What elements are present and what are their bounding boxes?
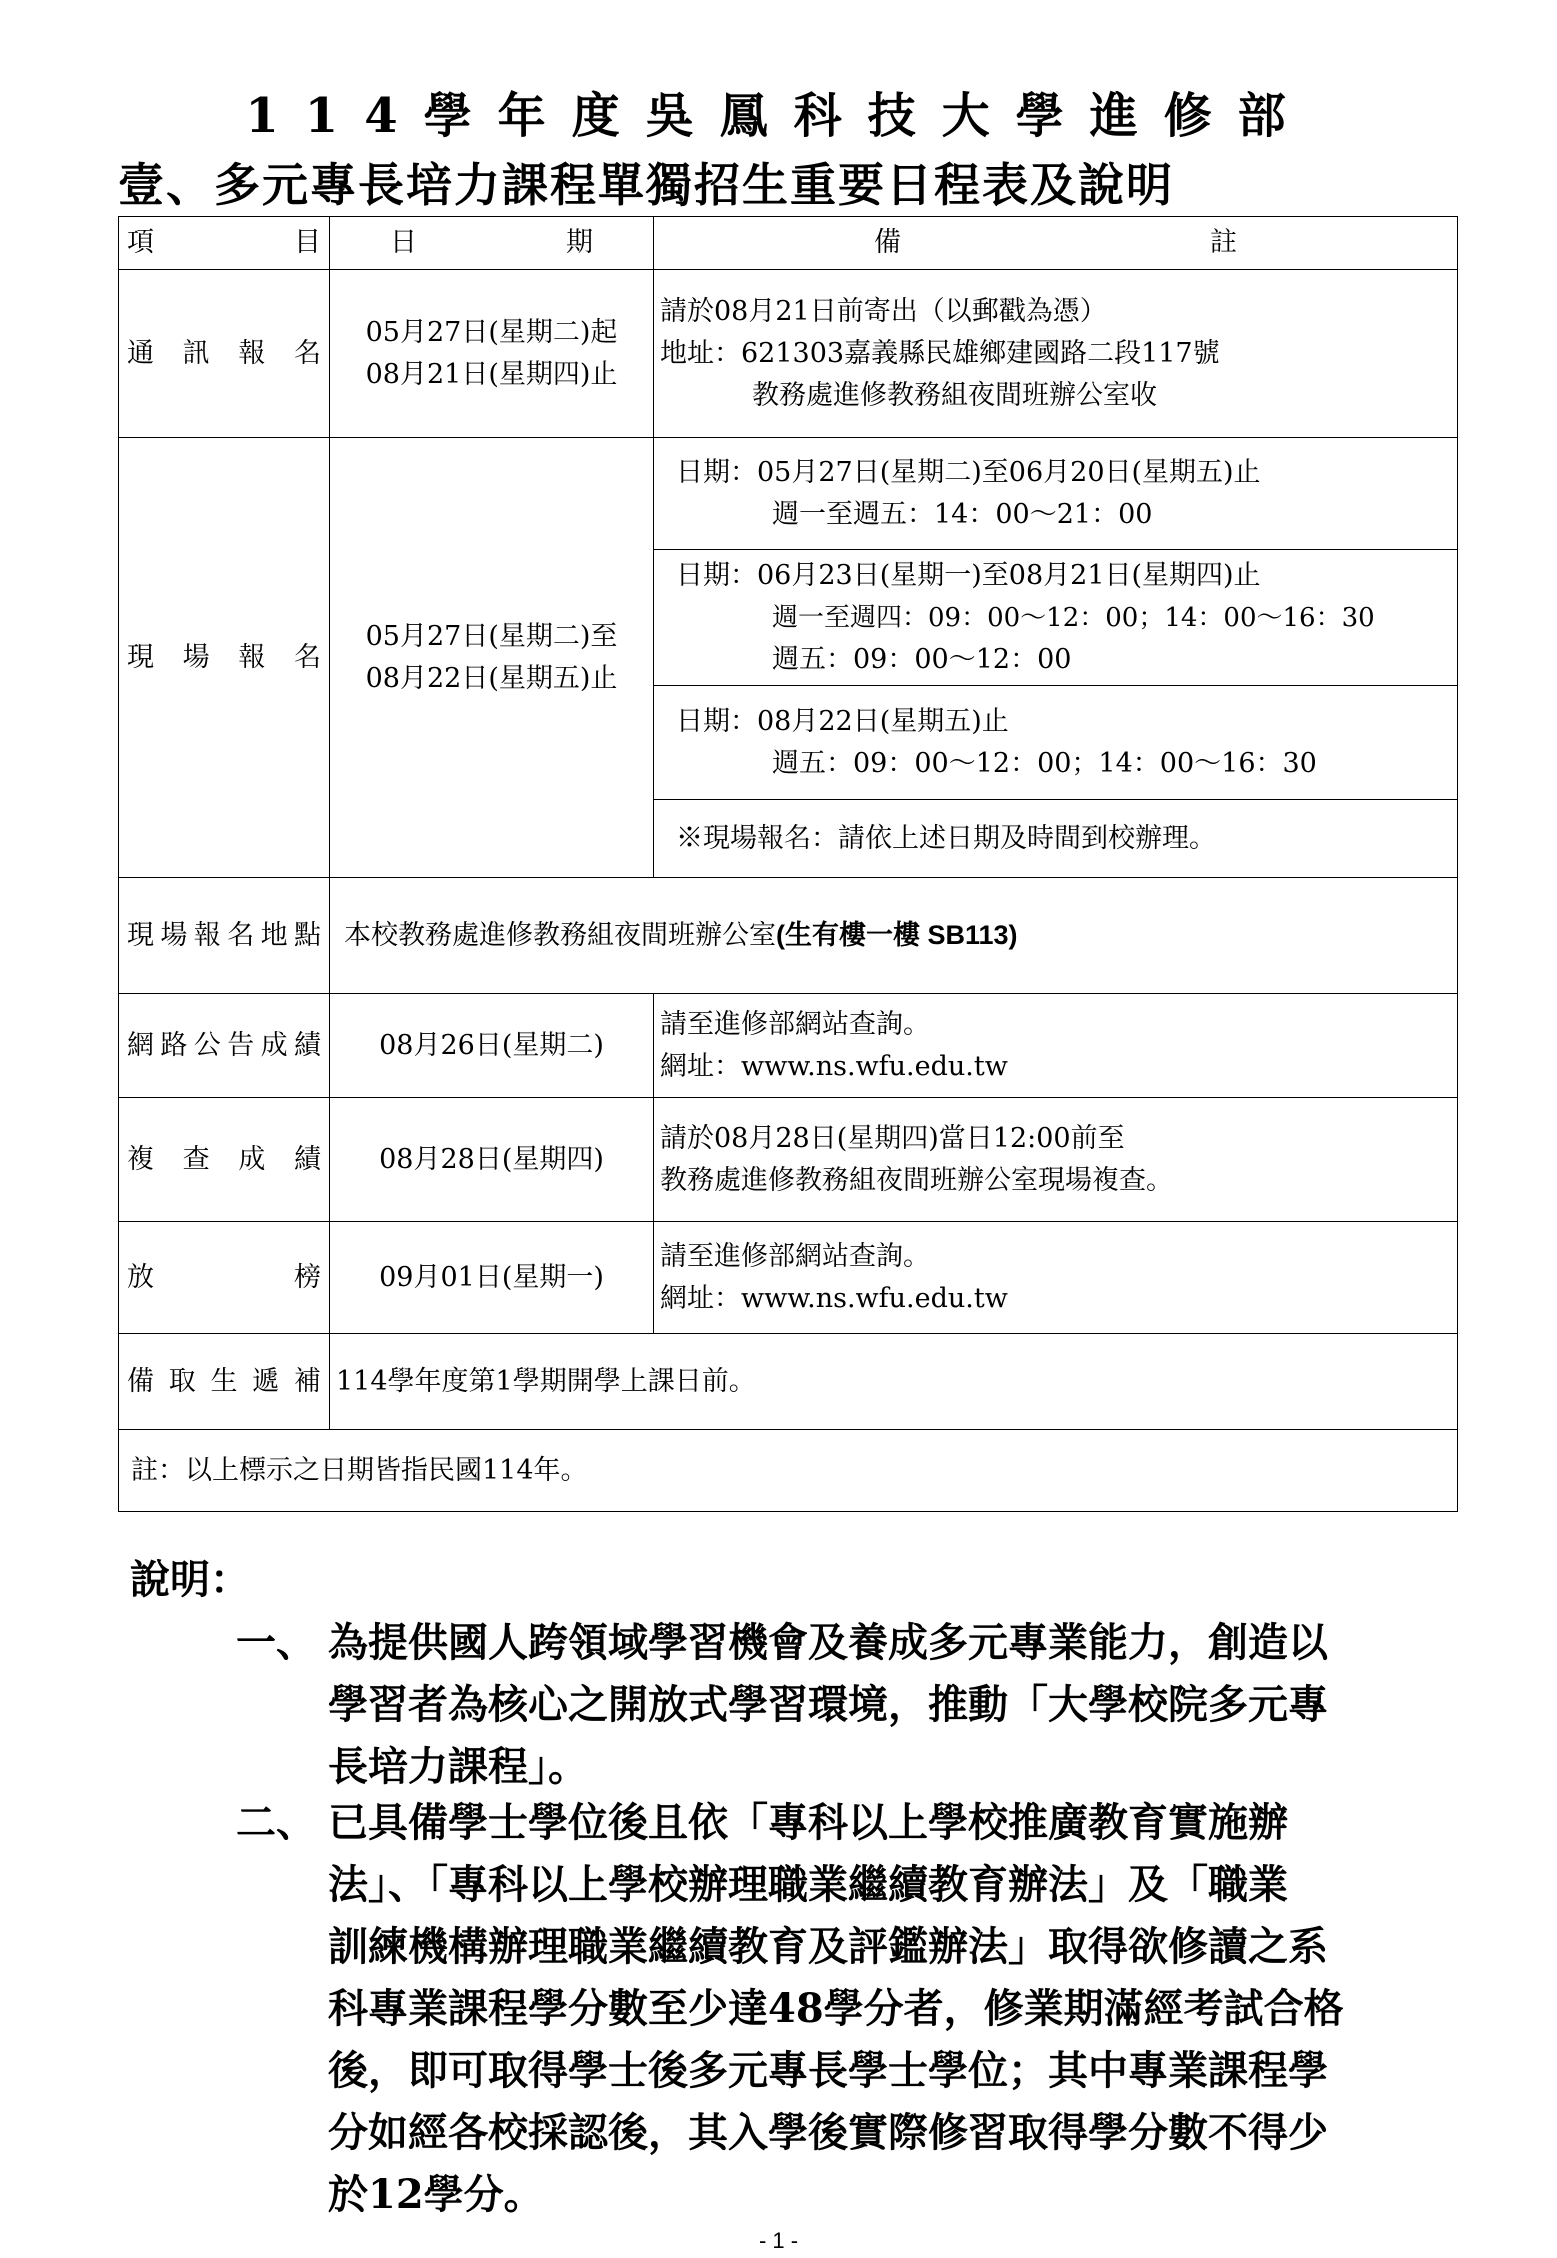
date-line: 05月27日(星期二)至 (365, 620, 618, 652)
date-mail-registration (330, 270, 654, 438)
note-line: 請至進修部網站查詢。 (660, 1008, 930, 1040)
table-footnote: 註：以上標示之日期皆指民國114年。 (119, 1430, 1458, 1512)
header-date: 日期 (330, 217, 654, 270)
date-line: 05月27日(星期二)起 (365, 316, 618, 348)
item-line: 於12學分。 (328, 2171, 544, 2218)
item-number: 一、 (236, 1619, 316, 1666)
item-line: 訓練機構辦理職業繼續教育及評鑑辦法」取得欲修讀之系 (328, 1923, 1328, 1970)
item-line: 長培力課程」。 (328, 1743, 588, 1790)
item-line: 科專業課程學分數至少達48學分者，修業期滿經考試合格 (328, 1985, 1344, 2032)
label-onsite-registration: 現場報名 (119, 438, 330, 878)
location-building: (生有樓一樓 SB113) (776, 920, 1018, 950)
label-mail-registration: 通訊報名 (119, 270, 330, 438)
table-row-onsite-location (119, 878, 1458, 994)
label-online-announce: 網路公告成績 (119, 994, 330, 1098)
note-line: 請於08月21日前寄出（以郵戳為憑） (660, 295, 1107, 327)
note-line: 請於08月28日(星期四)當日12:00前至 (660, 1122, 1125, 1154)
note-review (654, 1098, 1458, 1222)
table-row-online-announce (119, 994, 1458, 1098)
period-date: 日期：08月22日(星期五)止 (676, 705, 1009, 737)
item-line: 法」、「專科以上學校辦理職業繼續教育辦法」及「職業 (328, 1861, 1288, 1908)
label-onsite-location: 現場報名地點 (119, 878, 330, 994)
period-date: 日期：06月23日(星期一)至08月21日(星期四)止 (676, 559, 1261, 591)
date-online-announce: 08月26日(星期二) (330, 994, 654, 1098)
website-url: 網址：www.ns.wfu.edu.tw (660, 1050, 1008, 1082)
date-onsite-registration (330, 438, 654, 878)
period-date: 日期：05月27日(星期二)至06月20日(星期五)止 (676, 456, 1261, 488)
explanation-heading: 說明： (130, 1556, 250, 1603)
item-line: 學習者為核心之開放式學習環境，推動「大學校院多元專 (328, 1681, 1328, 1728)
note-release (654, 1222, 1458, 1334)
onsite-period-2 (654, 550, 1458, 686)
table-row-mail-registration (119, 270, 1458, 438)
period-hours: 週一至週五：14：00～21：00 (772, 498, 1153, 530)
item-line: 為提供國人跨領域學習機會及養成多元專業能力，創造以 (328, 1619, 1328, 1666)
explanation-item-2 (236, 1792, 1476, 2226)
value-onsite-location (330, 878, 1458, 994)
document-title: 114學年度吳鳳科技大學進修部 (245, 88, 1312, 144)
item-line: 後，即可取得學士後多元專長學士學位；其中專業課程學 (328, 2047, 1328, 2094)
page-number: - 1 - (758, 2228, 799, 2253)
value-waitlist: 114學年度第1學期開學上課日前。 (330, 1334, 1458, 1430)
website-url: 網址：www.ns.wfu.edu.tw (660, 1282, 1008, 1314)
date-line: 08月22日(星期五)止 (365, 662, 618, 694)
note-mail-registration (654, 270, 1458, 438)
date-review: 08月28日(星期四) (330, 1098, 654, 1222)
note-line: 請至進修部網站查詢。 (660, 1240, 930, 1272)
item-number: 二、 (236, 1799, 316, 1846)
header-item: 項目 (119, 217, 330, 270)
table-row-waitlist (119, 1334, 1458, 1430)
item-line: 已具備學士學位後且依「專科以上學校推廣教育實施辦 (328, 1799, 1288, 1846)
onsite-period-1 (654, 438, 1458, 550)
label-waitlist: 備取生遞補 (119, 1334, 330, 1430)
table-row-review (119, 1098, 1458, 1222)
date-line: 08月21日(星期四)止 (365, 358, 618, 390)
period-hours: 週一至週四：09：00～12：00；14：00～16：30 (772, 602, 1375, 633)
table-row-release (119, 1222, 1458, 1334)
schedule-table (118, 216, 1458, 1512)
period-hours: 週五：09：00～12：00 (772, 643, 1072, 675)
item-line: 分如經各校採認後，其入學後實際修習取得學分數不得少 (328, 2109, 1328, 2156)
explanation-item-1 (236, 1612, 1476, 1798)
header-note: 備註 (654, 217, 1458, 270)
table-header-row (119, 217, 1458, 270)
document-subtitle: 壹、多元專長培力課程單獨招生重要日程表及說明 (118, 158, 1174, 212)
note-line: 教務處進修教務組夜間班辦公室收 (752, 379, 1157, 411)
table-row-footnote (119, 1430, 1458, 1512)
onsite-notice: ※現場報名：請依上述日期及時間到校辦理。 (654, 800, 1458, 878)
label-review: 複查成績 (119, 1098, 330, 1222)
period-hours: 週五：09：00～12：00；14：00～16：30 (772, 747, 1317, 779)
date-release: 09月01日(星期一) (330, 1222, 654, 1334)
label-release: 放榜 (119, 1222, 330, 1334)
note-line: 教務處進修教務組夜間班辦公室現場複查。 (660, 1164, 1173, 1196)
location-text: 本校教務處進修教務組夜間班辦公室 (344, 920, 776, 951)
note-online-announce (654, 994, 1458, 1098)
table-row-onsite-block-1 (119, 438, 1458, 550)
note-line: 地址：621303嘉義縣民雄鄉建國路二段117號 (660, 337, 1220, 369)
onsite-period-3 (654, 686, 1458, 800)
